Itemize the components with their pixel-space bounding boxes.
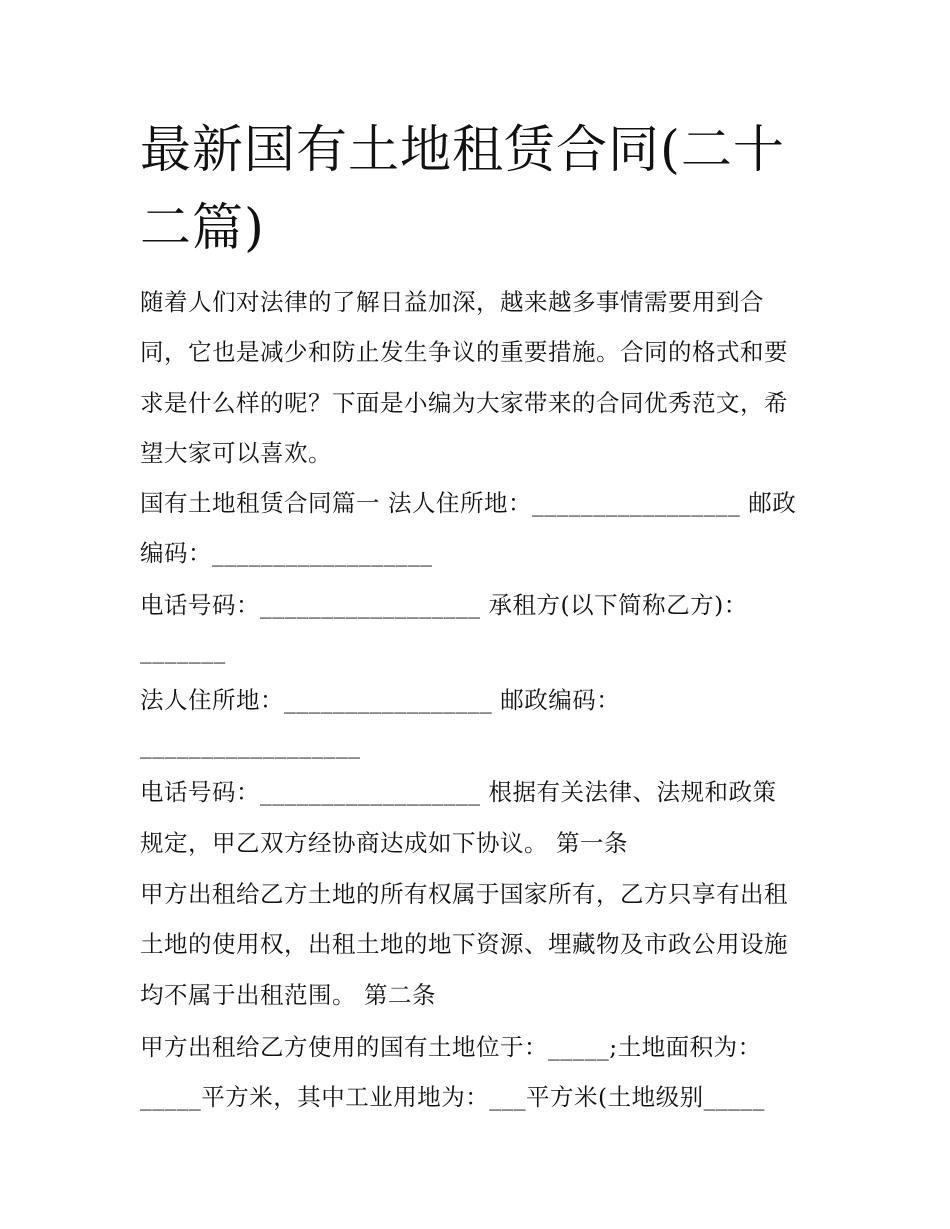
body-line: 法人住所地：_________________ 邮政编码：: [140, 686, 621, 714]
body-line: _______: [140, 636, 226, 664]
body-line: 电话号码：__________________ 承租方(以下简称乙方)：: [140, 591, 748, 619]
body-line: 电话号码：__________________ 根据有关法律、法规和政策: [140, 778, 777, 806]
intro-line: 同，它也是减少和防止发生争议的重要措施。合同的格式和要: [140, 338, 788, 366]
body-line: 国有土地租赁合同篇一 法人住所地：_________________ 邮政: [140, 489, 797, 517]
body-line: 规定，甲乙双方经协商达成如下协议。 第一条: [140, 829, 628, 857]
body-line: _____平方米，其中工业用地为：___平方米(土地级别_____: [140, 1083, 765, 1111]
intro-line: 望大家可以喜欢。: [140, 439, 332, 467]
intro-line: 随着人们对法律的了解日益加深，越来越多事情需要用到合: [140, 288, 764, 316]
body-line: __________________: [140, 731, 361, 759]
document-title: 最新国有土地租赁合同(二十二篇): [140, 121, 785, 258]
body-line: 编码：__________________: [140, 539, 433, 567]
body-line: 均不属于出租范围。 第二条: [140, 981, 436, 1009]
body-line: 甲方出租给乙方土地的所有权属于国家所有，乙方只享有出租: [140, 880, 788, 908]
body-line: 甲方出租给乙方使用的国有土地位于：_____;土地面积为：: [140, 1033, 762, 1061]
body-line: 土地的使用权，出租土地的地下资源、埋藏物及市政公用设施: [140, 930, 788, 958]
intro-line: 求是什么样的呢？下面是小编为大家带来的合同优秀范文，希: [140, 389, 788, 417]
